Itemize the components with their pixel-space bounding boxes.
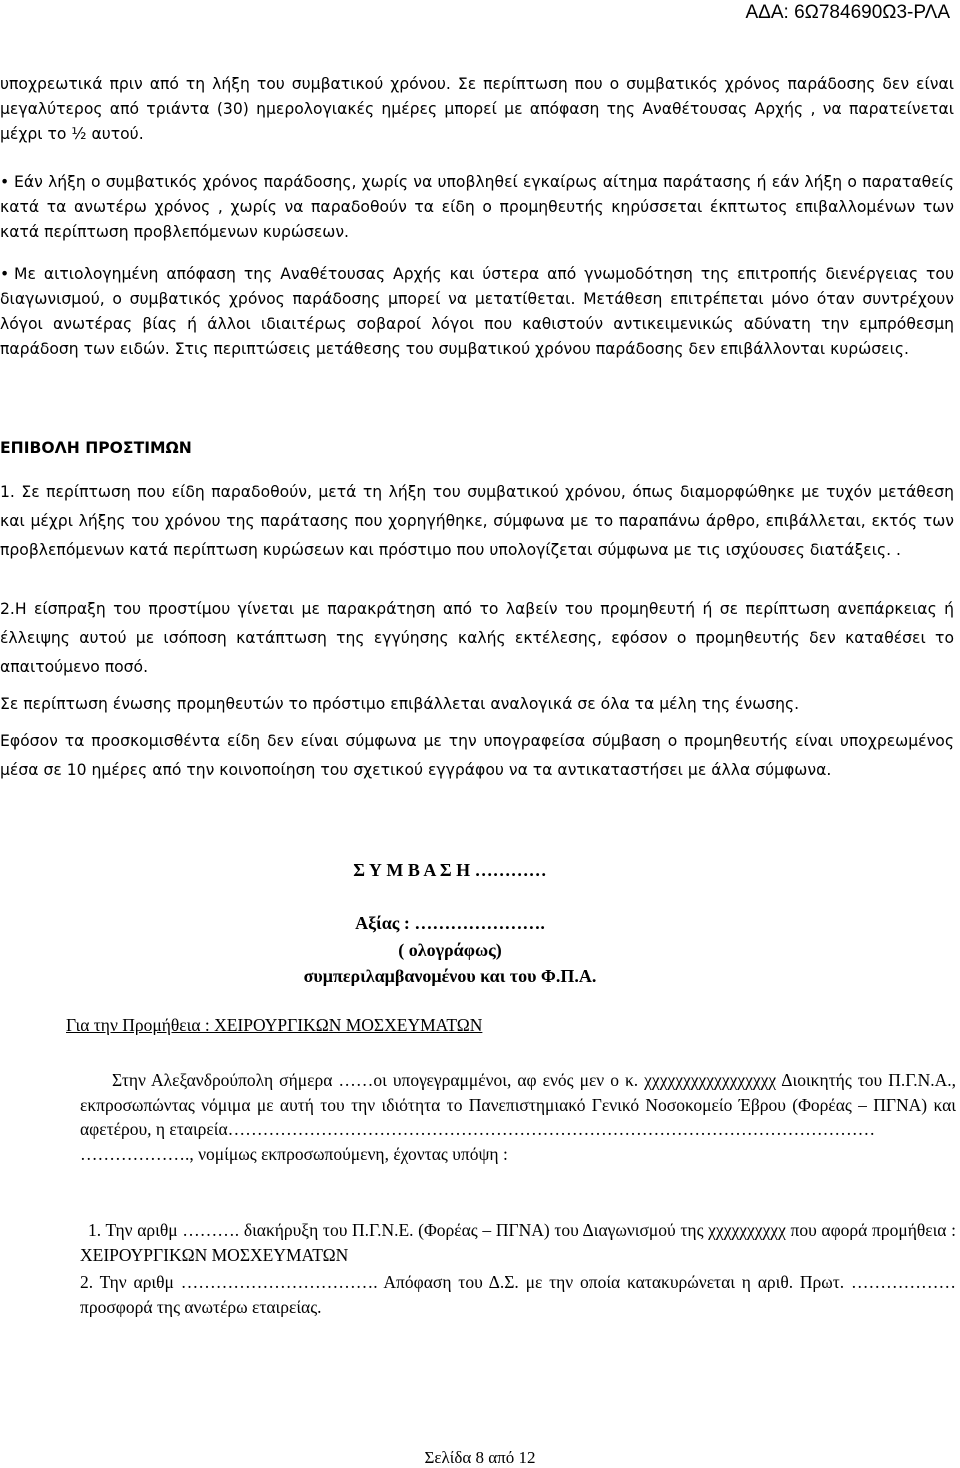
bullet-icon: • (0, 173, 10, 191)
penalty-paragraph-2: 2.Η είσπραξη του προστίμου γίνεται με παρακράτηση από το λαβείν του προμηθευτή ή σε περίπτωση ανεπάρκειας ή έλλειψης αυτού με ισόποση κατάπτωση της εγγύησης καλής εκτέλεσης, εφόσον ο προμηθευτής δεν καταθέσει το απαιτούμενο ποσό. (0, 600, 954, 676)
bullet-item-2 (0, 262, 954, 362)
intro-paragraph: υποχρεωτικά πριν από τη λήξη του συμβατικού χρόνου. Σε περίπτωση που ο συμβατικός χρόνος παράδοσης δεν είναι μεγαλύτερος από τριάντα (30) ημερολογιακές ημέρες μπορεί με απόφαση της Αναθέτουσας Αρχής , να παρατείνεται μέχρι το ½ αυτού. (0, 75, 954, 143)
page-number: Σελίδα 8 από 12 (424, 1448, 536, 1467)
bullet-item-1 (0, 170, 954, 245)
parties-intro: Στην Αλεξανδρούπολη σήμερα ……οι υπογεγραμμένοι, αφ ενός μεν ο κ. (112, 1070, 645, 1090)
contract-subject: Για την Προμήθεια : ΧΕΙΡΟΥΡΓΙΚΩΝ ΜΟΣΧΕΥΜΑΤΩΝ (66, 1015, 483, 1035)
contract-item-1: 1. Την αριθμ ………. διακήρυξη του Π.Γ.Ν.Ε. (Φορέας – ΠΓΝΑ) του Διαγωνισμού της χχχχχχχχχχ που αφορά προμήθεια : ΧΕΙΡΟΥΡΓΙΚΩΝ ΜΟΣΧΕΥΜΑΤΩΝ (80, 1220, 956, 1265)
contract-in-words: ( ολογράφως) (398, 940, 502, 960)
penalty-paragraph-4: Εφόσον τα προσκομισθέντα είδη δεν είναι σύμφωνα με την υπογραφείσα σύμβαση ο προμηθευτής είναι υποχρεωμένος μέσα σε 10 ημέρες από την κοινοποίηση του σχετικού εγγράφου να τα αντικαταστήσει με άλλα σύμφωνα. (0, 732, 954, 779)
contract-item-2: 2. Την αριθμ ……………………………. Απόφαση του Δ.Σ. με την οποία κατακυρώνεται η αριθ. Πρωτ. ……………… προσφορά της ανωτέρω εταιρείας. (80, 1272, 956, 1317)
contract-value: Αξίας : …………………. (355, 913, 545, 933)
penalty-paragraph-3: Σε περίπτωση ένωσης προμηθευτών το πρόστιμο επιβάλλεται αναλογικά σε όλα τα μέλη της ένωσης. (0, 695, 800, 713)
section-heading: ΕΠΙΒΟΛΗ ΠΡΟΣΤΙΜΩΝ (0, 439, 192, 457)
parties-details: Διοικητής του Π.Γ.Ν.Α., εκπροσωπώντας νόμιμα με αυτή του την ιδιότητα το Πανεπιστημιακό Γενικό Νοσοκομείο Έβρου (Φορέας – ΠΓΝΑ) και αφετέρου, η εταιρεία………………………………………………………………………………………………… (80, 1070, 957, 1139)
contract-vat-note: συμπεριλαμβανομένου και του Φ.Π.Α. (303, 966, 597, 986)
penalty-paragraph-1: 1. Σε περίπτωση που είδη παραδοθούν, μετά τη λήξη του συμβατικού χρόνου, όπως διαμορφώθηκε με τυχόν μετάθεση και μέχρι λήξης του χρόνου της παράτασης που χορηγήθηκε, σύμφωνα με το παραπάνω άρθρο, επιβάλλεται, εκτός των προβλεπόμενων κατά περίπτωση κυρώσεων και πρόστιμο που υπολογίζεται σύμφωνα με τις ισχύουσες διατάξεις. . (0, 483, 954, 559)
contract-title: Σ Υ Μ Β Α Σ Η ………… (353, 860, 547, 880)
document-reference: ΑΔΑ: 6Ω784690Ω3-ΡΛΑ (745, 2, 950, 23)
contract-parties (80, 1068, 956, 1166)
bullet-text: Εάν λήξη ο συμβατικός χρόνος παράδοσης, χωρίς να υποβληθεί εγκαίρως αίτημα παράτασης ή εάν λήξη ο παραταθείς κατά τα ανωτέρω χρόνος , χωρίς να παραδοθούν τα είδη ο προμηθευτής κηρύσσεται έκπτωτος επιβαλλομένων των κατά περίπτωση προβλεπόμενων κυρώσεων. (0, 173, 954, 241)
bullet-text: Με αιτιολογημένη απόφαση της Αναθέτουσας Αρχής και ύστερα από γνωμοδότηση της επιτροπής διενέργειας του διαγωνισμού, ο συμβατικός χρόνος παράδοσης μπορεί να μετατίθεται. Μετάθεση επιτρέπεται μόνο όταν συντρέχουν λόγοι ανωτέρας βίας ή άλλοι ιδιαιτέρως σοβαροί λόγοι που καθιστούν αντικειμενικώς αδύνατη την εμπρόθεσμη παράδοση των ειδών. Στις περιπτώσεις μετάθεσης του συμβατικού χρόνου παράδοσης δεν επιβάλλονται κυρώσεις. (0, 265, 954, 358)
bullet-icon: • (0, 265, 10, 283)
parties-closing: ………………., νομίμως εκπροσωπούμενη, έχοντας υπόψη : (80, 1143, 508, 1164)
signatory-name: χχχχχχχχχχχχχχχχχ (644, 1070, 777, 1090)
